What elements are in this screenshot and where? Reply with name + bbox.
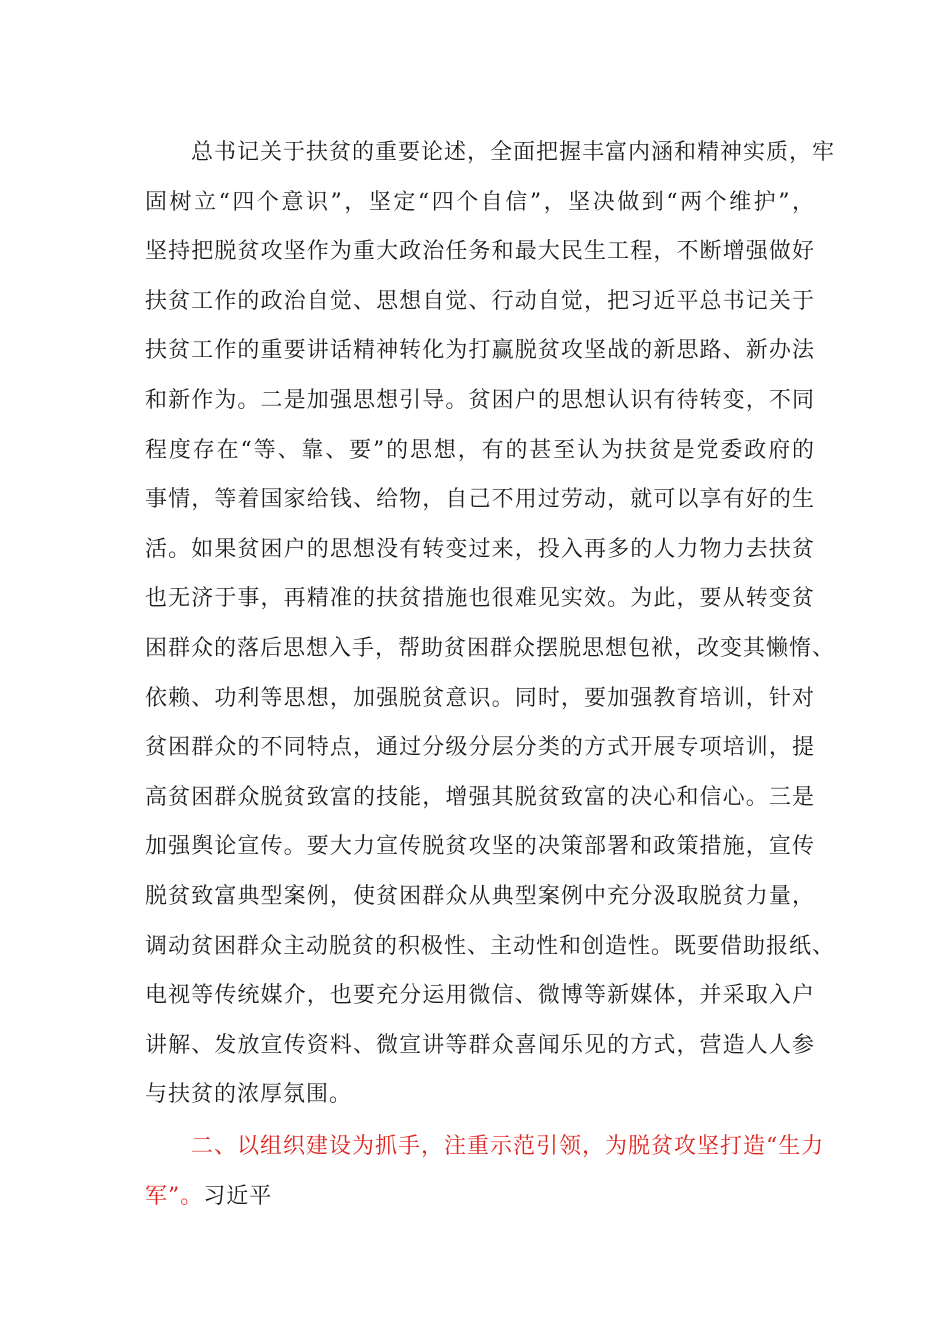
heading-line-red: 军”。: [145, 1183, 204, 1209]
heading-line: 二、以组织建设为抓手，注重示范引领，为脱贫攻坚打造“生力: [145, 1134, 825, 1159]
body-line: 讲解、发放宣传资料、微宣讲等群众喜闻乐见的方式，营造人人参: [145, 1032, 815, 1058]
body-line: 调动贫困群众主动脱贫的积极性、主动性和创造性。既要借助报纸、: [145, 933, 836, 959]
body-line: 依赖、功利等思想，加强脱贫意识。同时，要加强教育培训，针对: [145, 685, 815, 711]
body-line: 活。如果贫困户的思想没有转变过来，投入再多的人力物力去扶贫: [145, 536, 815, 562]
body-line: 贫困群众的不同特点，通过分级分层分类的方式开展专项培训，提: [145, 735, 815, 761]
body-line: 高贫困群众脱贫致富的技能，增强其脱贫致富的决心和信心。三是: [145, 784, 815, 810]
body-line: 和新作为。二是加强思想引导。贫困户的思想认识有待转变，不同: [145, 387, 815, 413]
body-line: 扶贫工作的重要讲话精神转化为打赢脱贫攻坚战的新思路、新办法: [145, 338, 815, 364]
body-line: 加强舆论宣传。要大力宣传脱贫攻坚的决策部署和政策措施，宣传: [145, 834, 815, 860]
body-line: 总书记关于扶贫的重要论述，全面把握丰富内涵和精神实质，牢: [145, 140, 836, 165]
body-line: 坚持把脱贫攻坚作为重大政治任务和最大民生工程，不断增强做好: [145, 239, 815, 265]
body-line: 电视等传统媒介，也要充分运用微信、微博等新媒体，并采取入户: [145, 983, 815, 1009]
body-line: 脱贫致富典型案例，使贫困群众从典型案例中充分汲取脱贫力量，: [145, 883, 815, 909]
heading-line-tail: 习近平: [203, 1183, 273, 1209]
body-line: 固树立“四个意识”，坚定“四个自信”，坚决做到“两个维护”，: [145, 189, 815, 215]
heading-line: [145, 1172, 815, 1222]
section-heading: [145, 1122, 825, 1221]
body-line: 扶贫工作的政治自觉、思想自觉、行动自觉，把习近平总书记关于: [145, 288, 815, 314]
body-line: 也无济于事，再精准的扶贫措施也很难见实效。为此，要从转变贫: [145, 586, 815, 612]
body-line: 程度存在“等、靠、要”的思想，有的甚至认为扶贫是党委政府的: [145, 437, 815, 463]
body-paragraph: [145, 128, 836, 1120]
body-line: 事情，等着国家给钱、给物，自己不用过劳动，就可以享有好的生: [145, 487, 815, 513]
body-line: 与扶贫的浓厚氛围。: [145, 1082, 353, 1108]
body-line: 困群众的落后思想入手，帮助贫困群众摆脱思想包袱，改变其懒惰、: [145, 635, 836, 661]
